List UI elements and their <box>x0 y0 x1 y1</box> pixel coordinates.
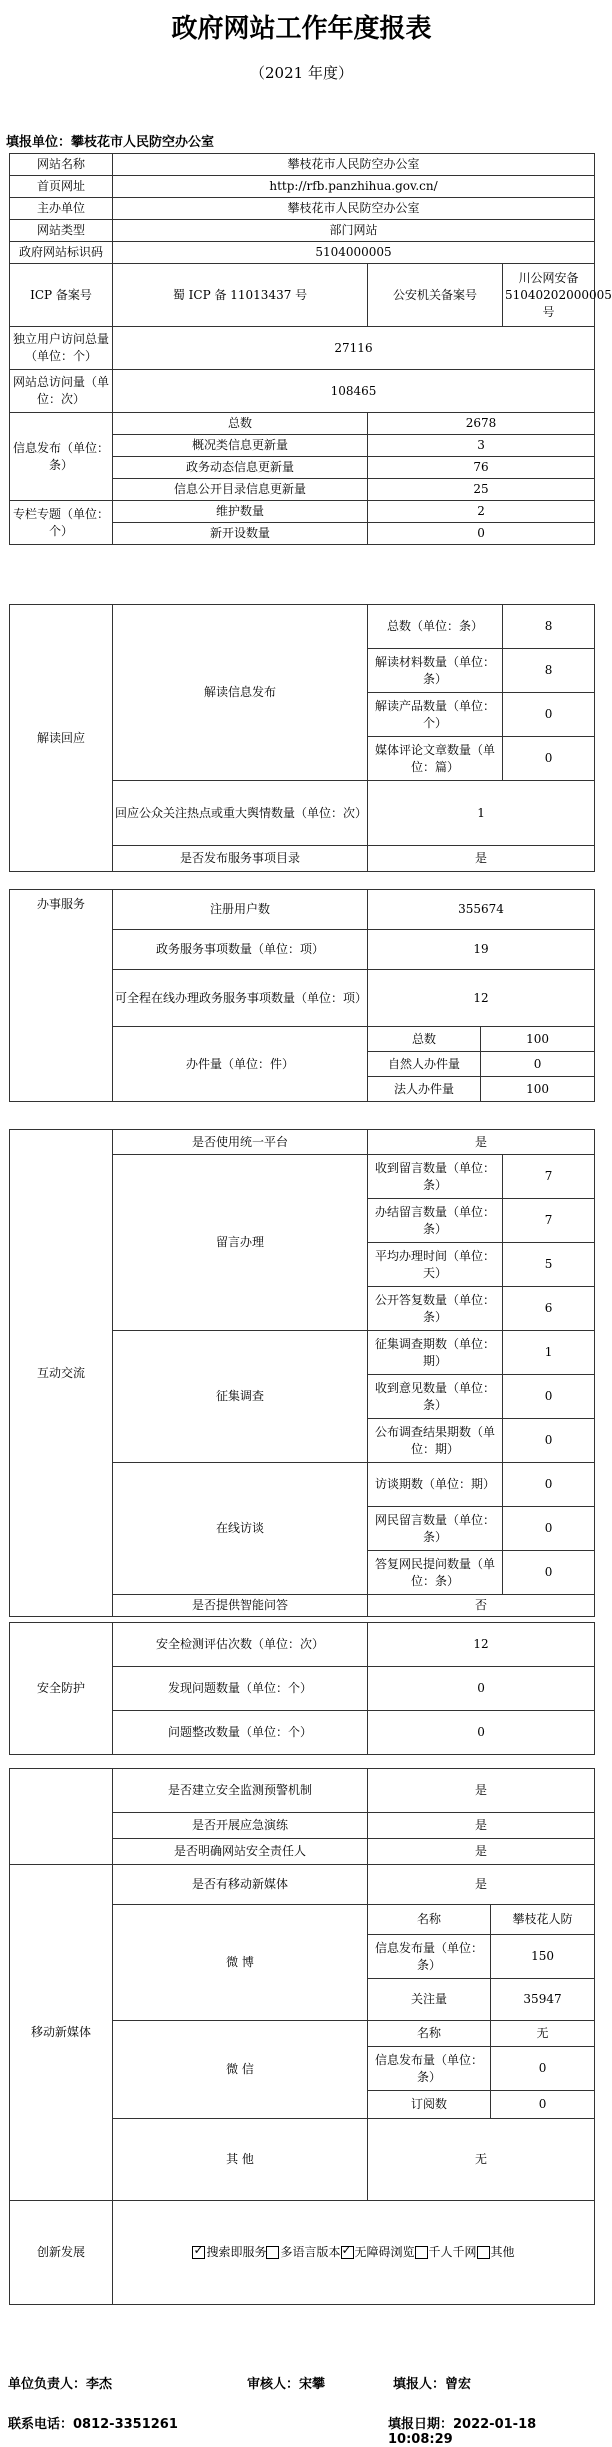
info-row-key: 政务动态信息更新量 <box>113 457 368 479</box>
interpret-row-key: 总数（单位：条） <box>368 605 503 649</box>
mobile-has-value: 是 <box>368 1865 595 1905</box>
msg-row-value: 6 <box>503 1287 595 1331</box>
survey-row-value: 1 <box>503 1331 595 1375</box>
security2-row-key: 是否明确网站安全责任人 <box>113 1839 368 1865</box>
column-row-key: 新开设数量 <box>113 523 368 545</box>
interpret-row-key: 解读材料数量（单位：条） <box>368 649 503 693</box>
police-label: 公安机关备案号 <box>368 264 503 327</box>
security-label: 安全防护 <box>10 1623 113 1755</box>
weibo-label: 微 博 <box>113 1905 368 2021</box>
uv-label: 独立用户访问总量（单位：个） <box>10 327 113 370</box>
survey-label: 征集调查 <box>113 1331 368 1463</box>
users-label: 注册用户数 <box>113 890 368 930</box>
site-name-label: 网站名称 <box>10 154 113 176</box>
security2-row-key: 是否开展应急演练 <box>113 1813 368 1839</box>
weibo-row-key: 关注量 <box>368 1979 491 2021</box>
service-table <box>9 889 595 1102</box>
weibo-row-key: 名称 <box>368 1905 491 1935</box>
filling-unit: 填报单位：攀枝花市人民防空办公室 <box>6 135 215 150</box>
weibo-row-value: 攀枝花人防 <box>491 1905 595 1935</box>
smart-value: 否 <box>368 1595 595 1617</box>
weibo-row-value: 35947 <box>491 1979 595 2021</box>
respond-value: 1 <box>368 781 595 846</box>
option-personalized: 千人千网 <box>428 2245 477 2259</box>
handle-row-key: 总数 <box>368 1027 481 1052</box>
org-label: 主办单位 <box>10 198 113 220</box>
talk-row-key: 访谈期数（单位：期） <box>368 1463 503 1507</box>
info-row-value: 3 <box>368 435 595 457</box>
innovation-options <box>113 2201 595 2305</box>
info-label: 信息发布（单位：条） <box>10 413 113 501</box>
platform-value: 是 <box>368 1130 595 1155</box>
interpret-row-value: 0 <box>503 737 595 781</box>
column-row-value: 2 <box>368 501 595 523</box>
wechat-label: 微 信 <box>113 2021 368 2119</box>
option-multilang: 多语言版本 <box>280 2245 341 2259</box>
other-value: 无 <box>368 2119 595 2201</box>
option-other: 其他 <box>490 2245 515 2259</box>
pv-label: 网站总访问量（单位：次） <box>10 370 113 413</box>
handle-row-value: 100 <box>481 1027 595 1052</box>
survey-row-key: 征集调查期数（单位：期） <box>368 1331 503 1375</box>
survey-row-value: 0 <box>503 1375 595 1419</box>
info-row-key: 信息公开目录信息更新量 <box>113 479 368 501</box>
icp-value: 蜀 ICP 备 11013437 号 <box>113 264 368 327</box>
msg-label: 留言办理 <box>113 1155 368 1331</box>
service-label: 办事服务 <box>10 890 113 1102</box>
security2-row-value: 是 <box>368 1839 595 1865</box>
msg-row-key: 公开答复数量（单位：条） <box>368 1287 503 1331</box>
info-row-key: 总数 <box>113 413 368 435</box>
survey-row-key: 公布调查结果期数（单位：期） <box>368 1419 503 1463</box>
basic-info-table <box>9 153 612 545</box>
msg-row-value: 7 <box>503 1199 595 1243</box>
interact-table <box>9 1129 595 1617</box>
talk-row-value: 0 <box>503 1463 595 1507</box>
mobile-has-label: 是否有移动新媒体 <box>113 1865 368 1905</box>
interpret-row-value: 8 <box>503 649 595 693</box>
option-accessibility: 无障碍浏览 <box>354 2245 415 2259</box>
checkbox-multilang[interactable] <box>266 2246 279 2259</box>
interpret-row-value: 8 <box>503 605 595 649</box>
interpret-label: 解读回应 <box>10 605 113 872</box>
service-dir-label: 是否发布服务事项目录 <box>113 846 368 872</box>
security-row-value: 12 <box>368 1623 595 1667</box>
report-title: 政府网站工作年度报表 <box>171 14 432 44</box>
mobile-label: 移动新媒体 <box>10 1865 113 2201</box>
footer-phone: 联系电话：0812-3351261 <box>8 2417 178 2432</box>
info-row-value: 25 <box>368 479 595 501</box>
service-dir-value: 是 <box>368 846 595 872</box>
column-label: 专栏专题（单位：个） <box>10 501 113 545</box>
wechat-row-key: 订阅数 <box>368 2091 491 2119</box>
police-value: 川公网安备 51040202000005 号 <box>503 264 595 327</box>
items-value: 19 <box>368 930 595 970</box>
column-row-key: 维护数量 <box>113 501 368 523</box>
weibo-row-value: 150 <box>491 1935 595 1979</box>
checkbox-personalized[interactable] <box>415 2246 428 2259</box>
wechat-row-value: 无 <box>491 2021 595 2047</box>
online-label: 可全程在线办理政务服务事项数量（单位：项） <box>113 970 368 1027</box>
security2-row-key: 是否建立安全监测预警机制 <box>113 1769 368 1813</box>
talk-row-key: 答复网民提问数量（单位：条） <box>368 1551 503 1595</box>
security-row-key: 安全检测评估次数（单位：次） <box>113 1623 368 1667</box>
wechat-row-key: 信息发布量（单位：条） <box>368 2047 491 2091</box>
footer-leader: 单位负责人：李杰 <box>8 2377 113 2392</box>
handle-label: 办件量（单位：件） <box>113 1027 368 1102</box>
report-year: （2021 年度） <box>250 64 353 82</box>
info-row-value: 2678 <box>368 413 595 435</box>
wechat-row-value: 0 <box>491 2047 595 2091</box>
msg-row-key: 平均办理时间（单位：天） <box>368 1243 503 1287</box>
handle-row-value: 100 <box>481 1077 595 1102</box>
online-value: 12 <box>368 970 595 1027</box>
uv-value: 27116 <box>113 327 595 370</box>
checkbox-other[interactable] <box>477 2246 490 2259</box>
id-label: 政府网站标识码 <box>10 242 113 264</box>
platform-label: 是否使用统一平台 <box>113 1130 368 1155</box>
id-value: 5104000005 <box>113 242 595 264</box>
security-row-value: 0 <box>368 1711 595 1755</box>
handle-row-key: 法人办件量 <box>368 1077 481 1102</box>
option-search-service: 搜索即服务 <box>206 2245 267 2259</box>
footer-date: 填报日期：2022-01-18 10:08:29 <box>388 2417 537 2447</box>
security2-blank <box>10 1769 113 1865</box>
interpret-row-value: 0 <box>503 693 595 737</box>
talk-label: 在线访谈 <box>113 1463 368 1595</box>
security-row-key: 发现问题数量（单位：个） <box>113 1667 368 1711</box>
talk-row-value: 0 <box>503 1507 595 1551</box>
interpret-row-key: 解读产品数量（单位：个） <box>368 693 503 737</box>
survey-row-key: 收到意见数量（单位：条） <box>368 1375 503 1419</box>
talk-row-key: 网民留言数量（单位：条） <box>368 1507 503 1551</box>
items-label: 政务服务事项数量（单位：项） <box>113 930 368 970</box>
innovation-label: 创新发展 <box>10 2201 113 2305</box>
msg-row-key: 办结留言数量（单位：条） <box>368 1199 503 1243</box>
handle-row-value: 0 <box>481 1052 595 1077</box>
type-value: 部门网站 <box>113 220 595 242</box>
security2-row-value: 是 <box>368 1813 595 1839</box>
weibo-row-key: 信息发布量（单位：条） <box>368 1935 491 1979</box>
url-value: http://rfb.panzhihua.gov.cn/ <box>113 176 595 198</box>
wechat-row-value: 0 <box>491 2091 595 2119</box>
interpret-row-key: 媒体评论文章数量（单位：篇） <box>368 737 503 781</box>
site-name-value: 攀枝花市人民防空办公室 <box>113 154 595 176</box>
interpret-sub-label: 解读信息发布 <box>113 605 368 781</box>
handle-row-key: 自然人办件量 <box>368 1052 481 1077</box>
security-table <box>9 1622 595 1755</box>
security-row-key: 问题整改数量（单位：个） <box>113 1711 368 1755</box>
security2-row-value: 是 <box>368 1769 595 1813</box>
smart-label: 是否提供智能问答 <box>113 1595 368 1617</box>
other-label: 其 他 <box>113 2119 368 2201</box>
talk-row-value: 0 <box>503 1551 595 1595</box>
org-value: 攀枝花市人民防空办公室 <box>113 198 595 220</box>
msg-row-value: 7 <box>503 1155 595 1199</box>
checkbox-accessibility[interactable] <box>341 2246 354 2259</box>
footer-reviewer: 审核人：宋攀 <box>247 2377 326 2392</box>
interact-label: 互动交流 <box>10 1130 113 1617</box>
checkbox-search-service[interactable] <box>192 2246 205 2259</box>
respond-label: 回应公众关注热点或重大舆情数量（单位：次） <box>113 781 368 846</box>
wechat-row-key: 名称 <box>368 2021 491 2047</box>
type-label: 网站类型 <box>10 220 113 242</box>
icp-label: ICP 备案号 <box>10 264 113 327</box>
info-row-value: 76 <box>368 457 595 479</box>
column-row-value: 0 <box>368 523 595 545</box>
users-value: 355674 <box>368 890 595 930</box>
interpret-table <box>9 604 595 872</box>
footer-filler: 填报人：曾宏 <box>393 2377 472 2392</box>
url-label: 首页网址 <box>10 176 113 198</box>
mobile-table <box>9 1768 595 2305</box>
pv-value: 108465 <box>113 370 595 413</box>
msg-row-key: 收到留言数量（单位：条） <box>368 1155 503 1199</box>
survey-row-value: 0 <box>503 1419 595 1463</box>
msg-row-value: 5 <box>503 1243 595 1287</box>
info-row-key: 概况类信息更新量 <box>113 435 368 457</box>
security-row-value: 0 <box>368 1667 595 1711</box>
